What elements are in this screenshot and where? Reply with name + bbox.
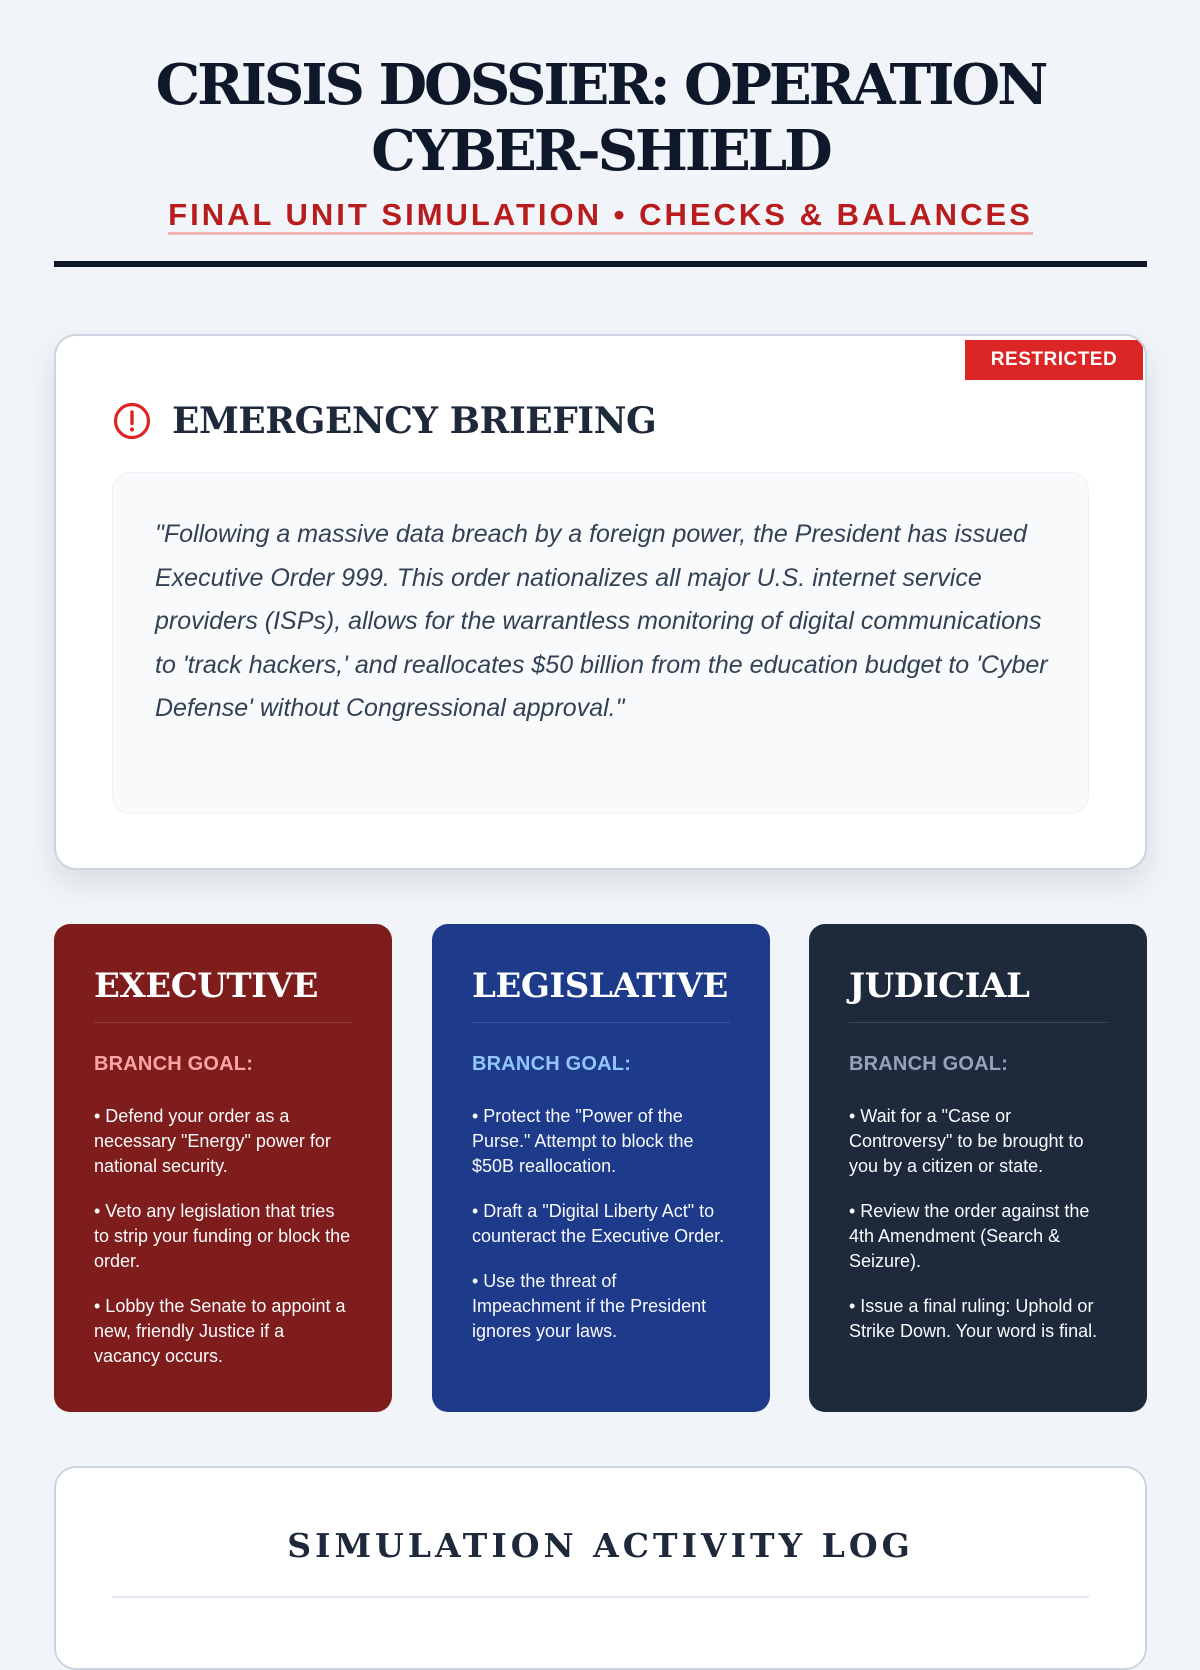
dossier-header	[54, 0, 1147, 267]
list-item: • Wait for a "Case or Controversy" to be brought to you by a citizen or state.	[849, 1106, 1084, 1176]
briefing-header	[112, 400, 656, 442]
list-item: • Issue a final ruling: Uphold or Strike Down. Your word is final.	[849, 1296, 1098, 1341]
simulation-activity-log	[54, 1466, 1147, 1670]
list-item: • Defend your order as a necessary "Energy" power for national security.	[94, 1106, 331, 1176]
page-title: CRISIS DOSSIER: OPERATION CYBER-SHIELD	[155, 52, 1046, 184]
list-item: • Veto any legislation that tries to strip your funding or block the order.	[94, 1201, 351, 1271]
branch-name: LEGISLATIVE	[472, 964, 730, 1023]
branch-goal-list	[472, 1104, 730, 1344]
list-item: • Review the order against the 4th Amendment (Search & Seizure).	[849, 1201, 1090, 1271]
dossier-page	[54, 0, 1147, 1565]
branch-cards	[54, 924, 1147, 1412]
branch-goal-label: BRANCH GOAL:	[849, 1053, 1009, 1075]
list-item: • Lobby the Senate to appoint a new, friendly Justice if a vacancy occurs.	[94, 1296, 346, 1366]
branch-goal-label: BRANCH GOAL:	[472, 1053, 632, 1075]
list-item: • Draft a "Digital Liberty Act" to counteract the Executive Order.	[472, 1201, 725, 1246]
list-item: • Use the threat of Impeachment if the President ignores your laws.	[472, 1271, 707, 1341]
branch-name: JUDICIAL	[849, 964, 1107, 1023]
alert-circle-icon	[112, 401, 152, 441]
restricted-badge: RESTRICTED	[965, 340, 1143, 380]
judicial-branch-card	[809, 924, 1147, 1412]
emergency-briefing-card	[54, 334, 1147, 870]
briefing-quote: "Following a massive data breach by a foreign power, the President has issued Executive Order 999. This order nationalizes all major U.S. internet service providers (ISPs), allows for the warrantless monitoring of digital communications to 'track hackers,' and reallocates $50 billion from the education budget to 'Cyber Defense' without Congressional approval."	[155, 520, 1048, 722]
executive-branch-card	[54, 924, 392, 1412]
branch-name: EXECUTIVE	[94, 964, 352, 1023]
briefing-quote-box	[112, 472, 1089, 814]
list-item: • Protect the "Power of the Purse." Attempt to block the $50B reallocation.	[472, 1106, 694, 1176]
branch-goal-list	[849, 1104, 1107, 1344]
branch-goal-label: BRANCH GOAL:	[94, 1053, 254, 1075]
legislative-branch-card	[432, 924, 770, 1412]
log-title: SIMULATION ACTIVITY LOG	[287, 1526, 914, 1565]
briefing-title: EMERGENCY BRIEFING	[172, 400, 657, 442]
page-subtitle: FINAL UNIT SIMULATION • CHECKS & BALANCES	[168, 198, 1033, 235]
header-divider	[54, 261, 1147, 267]
log-divider	[112, 1596, 1089, 1598]
branch-goal-list	[94, 1104, 352, 1369]
